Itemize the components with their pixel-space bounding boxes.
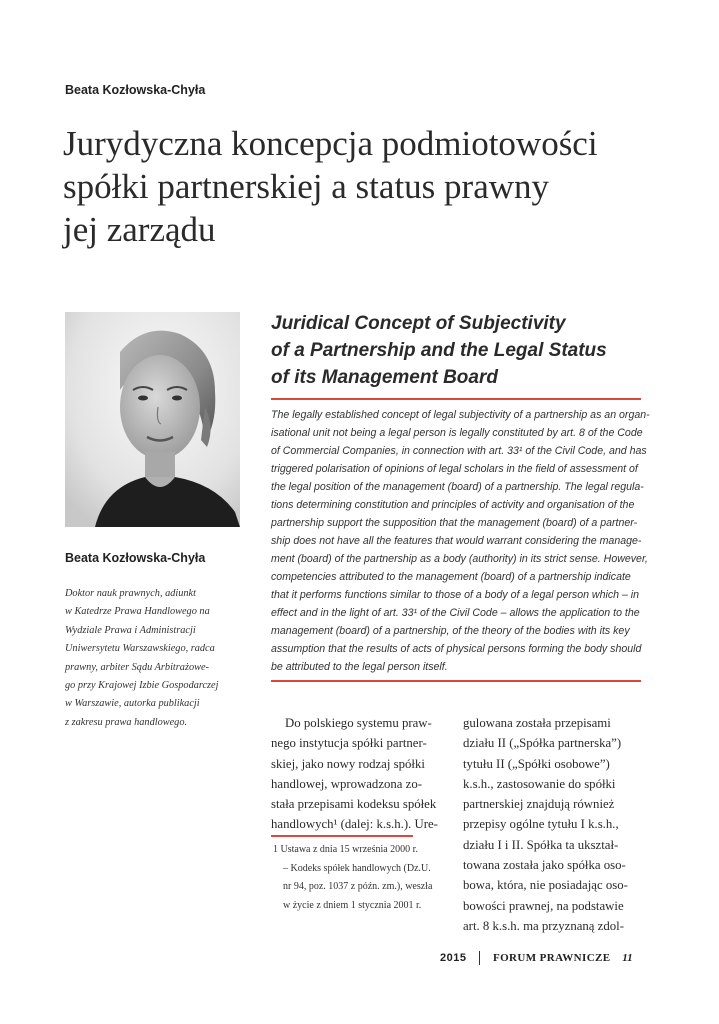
footnote-rule: [271, 835, 413, 837]
body-line: art. 8 k.s.h. ma przyznaną zdol-: [463, 918, 624, 933]
abstract-line: of Commercial Companies, in connection with art. 33¹ of the Civil Code, and has: [271, 445, 647, 457]
abstract-top-rule: [271, 398, 641, 400]
body-line: gulowana została przepisami: [463, 716, 611, 730]
body-line: działu I i II. Spółka ta ukształ-: [463, 837, 619, 852]
title-line: spółki partnerskiej a status prawny: [63, 167, 550, 206]
english-title: [271, 310, 651, 391]
abstract-bottom-rule: [271, 680, 641, 682]
bio-line: w Katedrze Prawa Handlowego na: [65, 606, 210, 618]
body-line: bowa, która, nie posiadając oso-: [463, 878, 628, 893]
abstract-line: ship does not have all the features that would warrant considering the manage-: [271, 535, 642, 547]
footnote-line: w życie z dniem 1 stycznia 2001 r.: [283, 899, 422, 911]
english-title-line: of its Management Board: [271, 367, 498, 388]
body-line: przepisy ogólne tytułu I k.s.h.,: [463, 817, 619, 832]
abstract-line: triggered polarisation of opinions of legal scholars in the field of assessment of: [271, 463, 638, 475]
article-title: [63, 122, 663, 251]
bio-line: Doktor nauk prawnych, adiunkt: [65, 588, 196, 599]
author-name-side: Beata Kozłowska-Chyła: [65, 551, 206, 565]
footer-journal: FORUM PRAWNICZE: [492, 952, 611, 964]
abstract-line: competencies attributed to the management (board) of a partnership indicate: [271, 571, 631, 583]
body-line: bowości prawnej, na podstawie: [463, 898, 624, 913]
body-line: działu II („Spółka partnerska”): [463, 736, 622, 751]
abstract-line: that it performs functions similar to those of a body of a legal person which – in: [271, 589, 640, 601]
author-photo: [65, 312, 240, 527]
abstract-line: management (board) of a partnership, of the theory of the bodies with its key: [271, 625, 630, 637]
abstract: [271, 406, 650, 676]
bio-line: Wydziale Prawa i Administracji: [65, 624, 196, 636]
body-column-2: [463, 713, 641, 936]
title-line: jej zarządu: [63, 210, 216, 249]
bio-line: Uniwersytetu Warszawskiego, radca: [65, 643, 215, 655]
footnote-line: – Kodeks spółek handlowych (Dz.U.: [283, 862, 431, 874]
abstract-line: assumption that the results of acts of physical persons forming the body should: [271, 643, 642, 655]
body-line: handlowych¹ (dalej: k.s.h.). Ure-: [271, 817, 438, 832]
abstract-line: partnership support the supposition that the management (board) of a partner-: [271, 517, 638, 529]
bio-line: prawny, arbiter Sądu Arbitrażowe-: [65, 661, 209, 673]
footnote: [271, 841, 451, 915]
footnote-line: 1 Ustawa z dnia 15 września 2000 r.: [273, 844, 418, 855]
body-line: k.s.h., zastosowanie do spółki: [463, 776, 616, 791]
body-line: partnerskiej znajdują również: [463, 797, 615, 812]
body-line: stała przepisami kodeksu spółek: [271, 797, 437, 812]
footnote-line: nr 94, poz. 1037 z późn. zm.), weszła: [283, 881, 433, 892]
page-footer: [440, 951, 633, 965]
title-line: Jurydyczna koncepcja podmiotowości: [63, 124, 598, 163]
author-bio: [65, 585, 245, 732]
footer-year: 2015: [440, 952, 467, 964]
abstract-line: isational unit not being a legal person is legally constituted by art. 8 of the Code: [271, 427, 643, 439]
abstract-line: ment (board) of the partnership as a body (authority) in its strict sense. However,: [271, 553, 648, 565]
author-name-top: Beata Kozłowska-Chyła: [65, 83, 206, 97]
footer-page-number: 11: [622, 952, 633, 964]
body-line: nego instytucja spółki partner-: [271, 736, 427, 751]
abstract-line: effect and in the light of art. 33¹ of the Civil Code – allows the application to the: [271, 607, 640, 619]
body-line: Do polskiego systemu praw-: [285, 716, 432, 730]
english-title-line: of a Partnership and the Legal Status: [271, 340, 607, 361]
body-line: towana została jako spółka oso-: [463, 858, 626, 873]
abstract-line: the legal position of the management (board) of a partnership. The legal regula-: [271, 481, 644, 493]
body-line: tytułu II („Spółki osobowe”): [463, 756, 610, 771]
abstract-line: be attributed to the legal person itself.: [271, 661, 448, 673]
bio-line: go przy Krajowej Izbie Gospodarczej: [65, 680, 219, 692]
body-column-1: [271, 713, 446, 835]
bio-line: z zakresu prawa handlowego.: [65, 716, 188, 728]
body-line: skiej, jako nowy rodzaj spółki: [271, 756, 425, 771]
abstract-line: The legally established concept of legal subjectivity of a partnership as an organ-: [271, 409, 650, 421]
footer-separator: [479, 951, 480, 965]
abstract-line: tions determining constitution and principles of activity and organisation of the: [271, 499, 635, 511]
bio-line: w Warszawie, autorka publikacji: [65, 698, 200, 710]
body-line: handlowej, wprowadzona zo-: [271, 776, 423, 791]
english-title-line: Juridical Concept of Subjectivity: [271, 313, 566, 334]
